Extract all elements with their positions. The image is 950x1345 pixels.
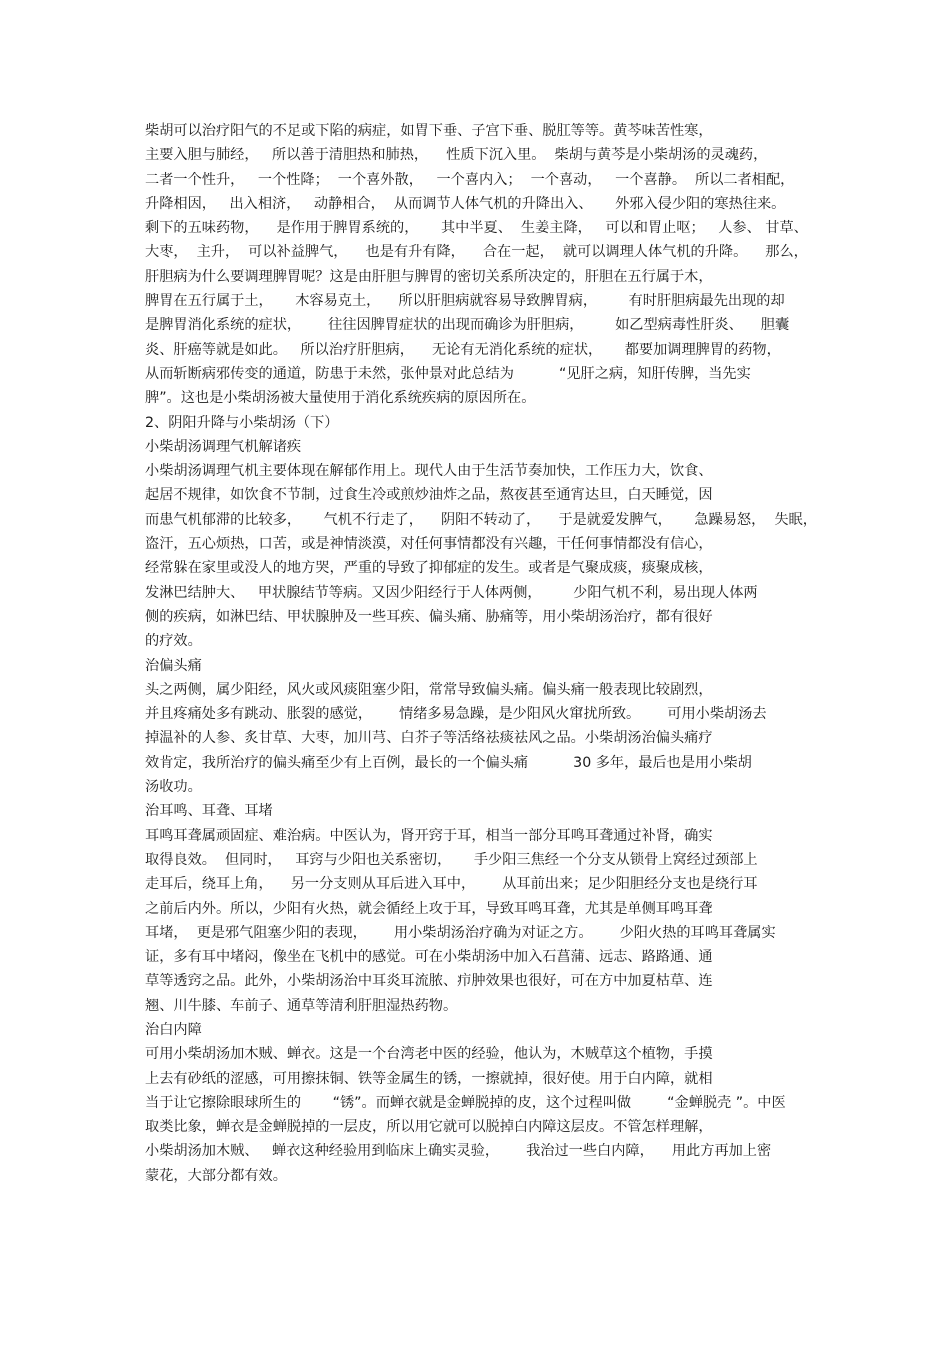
text-line: 走耳后，绕耳上角， 另一分支则从耳后进入耳中， 从耳前出来；足少阳胆经分支也是绕行耳 xyxy=(145,876,758,893)
text-line: 小柴胡汤调理气机主要体现在解郁作用上。现代人由于生活节奏加快，工作压力大，饮食、 xyxy=(145,463,713,480)
text-line: 取类比象，蝉衣是金蝉脱掉的一层皮，所以用它就可以脱掉白内障这层皮。不管怎样理解， xyxy=(145,1119,713,1136)
text-line: 炎、肝癌等就是如此。 所以治疗肝胆病， 无论有无消化系统的症状， 都要加调理脾胃的药物， xyxy=(145,341,781,358)
text-line: 升降相因， 出入相济， 动静相合， 从而调节人体气机的升降出入、 外邪入侵少阳的寒热往来。 xyxy=(145,195,786,212)
document-body xyxy=(145,119,825,1188)
text-line: 可用小柴胡汤加木贼、蝉衣。这是一个台湾老中医的经验，他认为，木贼草这个植物，手摸 xyxy=(145,1046,713,1063)
text-line: 脾”。这也是小柴胡汤被大量使用于消化系统疾病的原因所在。 xyxy=(145,390,536,407)
text-line: 之前后内外。所以，少阳有火热，就会循经上攻于耳，导致耳鸣耳聋，尤其是单侧耳鸣耳聋 xyxy=(145,900,713,917)
text-line: 掉温补的人参、炙甘草、大枣，加川芎、白芥子等活络祛痰祛风之品。小柴胡汤治偏头痛疗 xyxy=(145,730,713,747)
text-line: 小柴胡汤加木贼、 蝉衣这种经验用到临床上确实灵验， 我治过一些白内障， 用此方再加上密 xyxy=(145,1143,772,1160)
text-line: 上去有砂纸的涩感，可用擦抹铜、铁等金属生的锈，一擦就掉，很好使。用于白内障，就相 xyxy=(145,1070,713,1087)
text-line: 耳鸣耳聋属顽固症、难治病。中医认为，肾开窍于耳，相当一部分耳鸣耳聋通过补肾，确实 xyxy=(145,827,713,844)
section-heading: 2、阴阳升降与小柴胡汤（下） xyxy=(145,414,339,431)
text-line: 盗汗，五心烦热，口苦，或是神情淡漠，对任何事情都没有兴趣，干任何事情都没有信心， xyxy=(145,536,713,553)
text-line: 是脾胃消化系统的症状， 往往因脾胃症状的出现而确诊为肝胆病， 如乙型病毒性肝炎、 胆囊 xyxy=(145,317,790,334)
text-line: 主要入胆与肺经， 所以善于清胆热和肺热， 性质下沉入里。 柴胡与黄芩是小柴胡汤的灵魂药， xyxy=(145,147,768,164)
text-line: 侧的疾病，如淋巴结、甲状腺肿及一些耳疾、偏头痛、胁痛等，用小柴胡汤治疗，都有很好 xyxy=(145,608,713,625)
text-line: 起居不规律，如饮食不节制，过食生冷或煎炒油炸之品，熬夜甚至通宵达旦，白天睡觉，因 xyxy=(145,487,713,504)
text-line: 经常躲在家里或没人的地方哭，严重的导致了抑郁症的发生。或者是气聚成痰，痰聚成核， xyxy=(145,560,713,577)
text-line: 翘、川牛膝、车前子、通草等清利肝胆湿热药物。 xyxy=(145,997,458,1014)
text-line: 发淋巴结肿大、 甲状腺结节等病。又因少阳经行于人体两侧， 少阳气机不利，易出现人体两 xyxy=(145,584,758,601)
text-line: 二者一个性升， 一个性降； 一个喜外散， 一个喜内入； 一个喜动， 一个喜静。 所以二者相配， xyxy=(145,171,795,188)
text-line: 肝胆病为什么要调理脾胃呢？这是由肝胆与脾胃的密切关系所决定的，肝胆在五行属于木， xyxy=(145,268,713,285)
text-line: 从而斩断病邪传变的通道，防患于未然，张仲景对此总结为 “见肝之病，知肝传脾，当先实 xyxy=(145,365,751,382)
text-line: 大枣， 主升， 可以补益脾气， 也是有升有降， 合在一起， 就可以调理人体气机的升降。 那么， xyxy=(145,244,808,261)
text-line: 的疗效。 xyxy=(145,633,202,650)
text-line: 当于让它擦除眼球所生的 “锈”。而蝉衣就是金蝉脱掉的皮，这个过程叫做 “金蝉脱壳 ”。中医 xyxy=(145,1094,786,1111)
subsection-heading: 治偏头痛 xyxy=(145,657,202,674)
subsection-heading: 治白内障 xyxy=(145,1021,202,1038)
text-line: 汤收功。 xyxy=(145,779,202,796)
text-line: 而患气机郁滞的比较多， 气机不行走了， 阴阳不转动了， 于是就爱发脾气， 急躁易怒， 失眠， xyxy=(145,511,817,528)
text-line: 蒙花，大部分都有效。 xyxy=(145,1167,287,1184)
text-line: 脾胃在五行属于土， 木容易克土， 所以肝胆病就容易导致脾胃病， 有时肝胆病最先出现的却 xyxy=(145,293,785,310)
text-line: 草等透窍之品。此外，小柴胡汤治中耳炎耳流脓、疖肿效果也很好，可在方中加夏枯草、连 xyxy=(145,973,713,990)
text-line: 柴胡可以治疗阳气的不足或下陷的病症，如胃下垂、子宫下垂、脱肛等等。黄芩味苦性寒， xyxy=(145,123,713,139)
text-line: 剩下的五味药物， 是作用于脾胃系统的， 其中半夏、 生姜主降， 可以和胃止呕； 人参、 甘草、 xyxy=(145,220,808,237)
text-line: 效肯定，我所治疗的偏头痛至少有上百例，最长的一个偏头痛 30 多年，最后也是用小柴胡 xyxy=(145,754,752,771)
subsection-heading: 小柴胡汤调理气机解诸疾 xyxy=(145,438,302,455)
text-line: 并且疼痛处多有跳动、胀裂的感觉， 情绪多易急躁，是少阳风火窜扰所致。 可用小柴胡汤去 xyxy=(145,706,767,723)
text-line: 耳堵， 更是邪气阻塞少阳的表现， 用小柴胡汤治疗确为对证之方。 少阳火热的耳鸣耳聋属实 xyxy=(145,924,776,941)
text-line: 证，多有耳中堵闷，像坐在飞机中的感觉。可在小柴胡汤中加入石菖蒲、远志、路路通、通 xyxy=(145,949,713,966)
subsection-heading: 治耳鸣、耳聋、耳堵 xyxy=(145,803,273,820)
text-line: 取得良效。 但同时， 耳窍与少阳也关系密切， 手少阳三焦经一个分支从锁骨上窝经过颈部上 xyxy=(145,851,758,868)
text-line: 头之两侧，属少阳经，风火或风痰阻塞少阳，常常导致偏头痛。偏头痛一般表现比较剧烈， xyxy=(145,681,713,698)
